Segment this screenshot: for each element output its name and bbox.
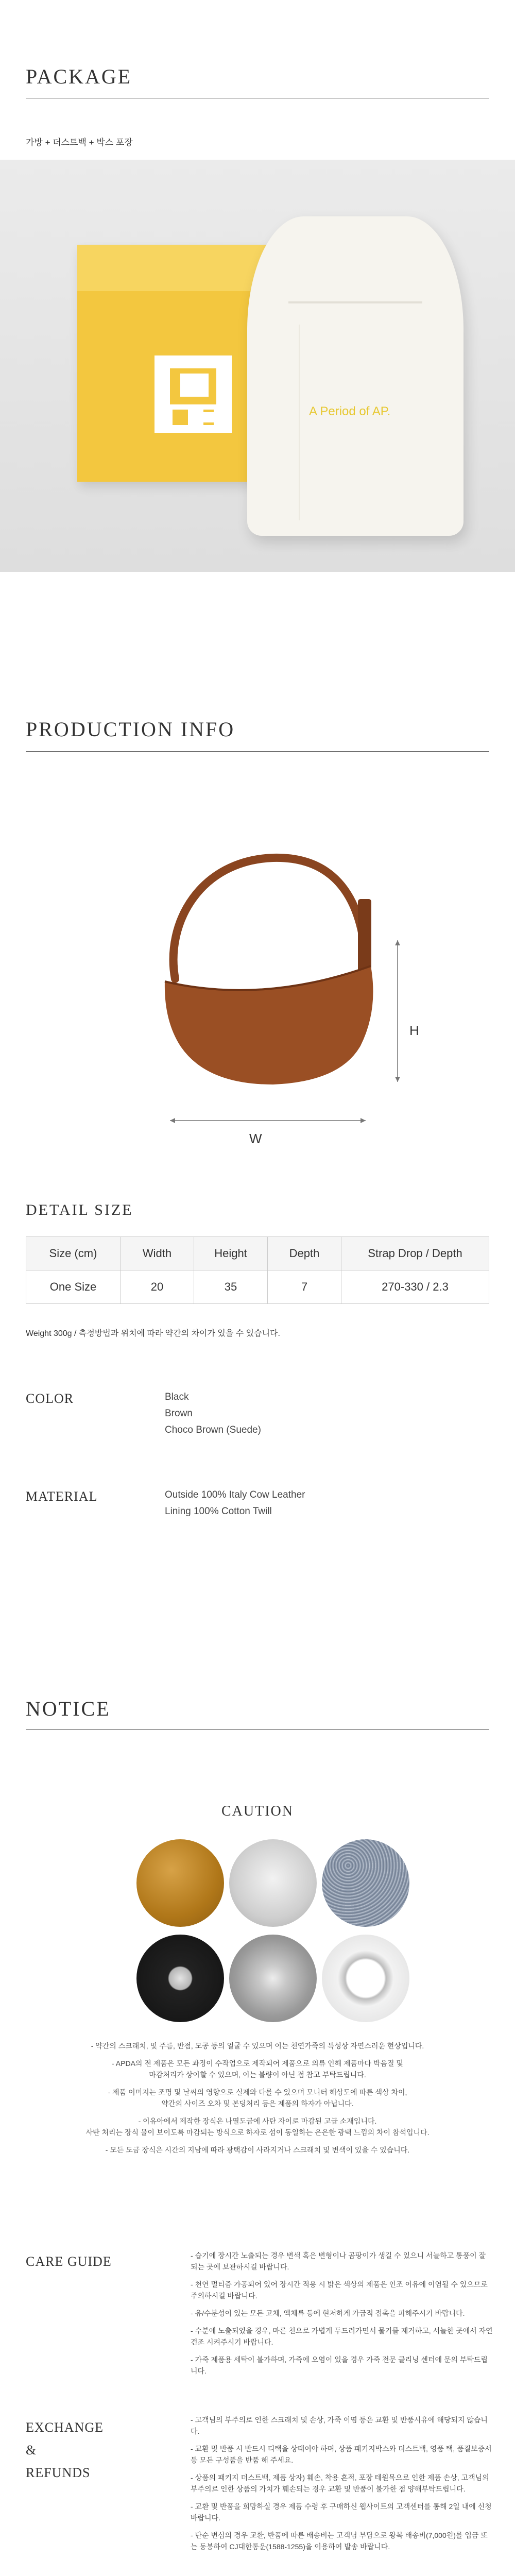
exchange-label-line: &	[26, 2443, 37, 2458]
package-photo	[0, 160, 515, 572]
color-value: Brown	[165, 1408, 193, 1419]
size-header-cell: Height	[194, 1237, 268, 1270]
material-list	[165, 1487, 305, 1520]
care-guide-list	[191, 2250, 494, 2383]
size-cell: 7	[268, 1270, 341, 1304]
size-header-cell: Width	[121, 1237, 194, 1270]
material-label: MATERIAL	[26, 1489, 98, 1504]
caution-note: - 약간의 스크래치, 및 주름, 반점, 모공 등의 얼굴 수 있으며 이는 천연가죽의 특성상 자연스러운 현상입니다.	[91, 2042, 424, 2050]
exchange-list	[191, 2414, 494, 2558]
metal-ring-swatch	[322, 1935, 409, 2022]
leather-texture-swatch	[136, 1839, 224, 1927]
dust-bag	[247, 216, 464, 536]
package-title: PACKAGE	[26, 65, 132, 88]
color-list	[165, 1389, 261, 1438]
dust-bag-drawstring	[288, 301, 422, 303]
color-value: Choco Brown (Suede)	[165, 1425, 261, 1435]
size-header-cell: Depth	[268, 1237, 341, 1270]
color-label: COLOR	[26, 1391, 74, 1406]
caution-note: - 이유아에서 제작한 장식은 나열도금에 사탄 자이로 마감된 고급 소재입니다.	[138, 2117, 377, 2125]
bag-illustration	[144, 850, 412, 1159]
caution-note: 마감처리가 상이할 수 있으며, 이는 불량이 아닌 점 참고 부탁드립니다.	[149, 2071, 366, 2079]
care-guide-item: - 가죽 제품용 세탁이 불가하며, 가죽에 오염이 있을 경우 가죽 전문 클리닝 센터에 문의 부탁드립니다.	[191, 2355, 488, 2375]
size-table-row	[26, 1270, 489, 1304]
exchange-label	[26, 2416, 104, 2484]
grain-texture-swatch	[322, 1839, 409, 1927]
dimension-w-label: W	[249, 1131, 262, 1146]
size-cell: 270-330 / 2.3	[341, 1270, 489, 1304]
caution-title: CAUTION	[221, 1803, 294, 1819]
caution-note: - 제품 이미지는 조명 및 날씨의 영향으로 실제와 다를 수 있으며 모니터 해상도에 따른 색상 차이,	[108, 2088, 407, 2096]
production-info-rule	[26, 751, 489, 752]
caution-note: 사탄 처리는 장식 물이 보이도록 마감되는 방식으로 하자로 섬이 동일하는 은은한 광택 느낌의 차이 참석입니다.	[85, 2128, 430, 2137]
caution-note: 약간의 사이즈 오차 및 본딩처리 등은 제품의 하자가 아닙니다.	[161, 2099, 354, 2108]
care-guide-item: - 천연 멀티즘 가공되어 있어 장시간 적용 시 밝은 색상의 제품은 인조 이유에 이염될 수 있으므로 주의하시길 바랍니다.	[191, 2280, 488, 2300]
care-guide-item: - 습기에 장시간 노출되는 경우 변색 혹은 변형이나 곰팡이가 생길 수 있으니 서늘하고 통풍이 잘 되는 곳에 보관하시길 바랍니다.	[191, 2251, 486, 2271]
caution-note: - APDA의 전 제품은 모든 과정이 수작업으로 제작되어 제품으로 의류 인해 제품마다 박음질 및	[112, 2059, 403, 2067]
size-cell: One Size	[26, 1270, 121, 1304]
care-guide-item: - 유/수분성이 있는 모든 고체, 액체류 등에 현저하게 가급적 접촉을 피해주시기 바랍니다.	[191, 2309, 465, 2317]
exchange-label-line: REFUNDS	[26, 2465, 91, 2480]
material-value: Outside 100% Italy Cow Leather	[165, 1489, 305, 1500]
exchange-item: - 교환 및 반품 시 반드시 티택을 상태여야 하며, 상품 패키지박스와 더스트백, 영품 택, 품질보증서 등 모든 구성품을 반품 해 주세요.	[191, 2445, 492, 2464]
notice-title: NOTICE	[26, 1697, 111, 1720]
apda-logo-icon	[154, 355, 232, 433]
metal-clasp-swatch	[136, 1935, 224, 2022]
size-note: Weight 300g / 측정방법과 위치에 따라 약간의 차이가 있을 수 있습니다.	[26, 1329, 280, 1338]
detail-size-title: DETAIL SIZE	[26, 1201, 133, 1218]
size-cell: 35	[194, 1270, 268, 1304]
size-table-header	[26, 1237, 489, 1270]
bag-strap	[174, 858, 366, 979]
size-header-cell: Strap Drop / Depth	[341, 1237, 489, 1270]
size-table	[26, 1236, 489, 1304]
exchange-item: - 단순 변심의 경우 교환, 반품에 따른 배송비는 고객님 부담으로 왕복 배송비(7,000원)를 입금 또는 동봉하여 CJ대한통운(1588-1255)을 이용하여 발송 바랍니다.	[191, 2531, 488, 2551]
dust-bag-text: A Period of AP.	[309, 404, 391, 418]
production-info-title: PRODUCTION INFO	[26, 718, 235, 741]
care-guide-item: - 수분에 노출되었을 경우, 마른 천으로 가볍게 두드려가면서 물기를 제거하고, 서늘한 곳에서 자연 건조 시켜주시기 바랍니다.	[191, 2327, 493, 2346]
package-caption: 가방 + 더스트백 + 박스 포장	[26, 138, 133, 147]
caution-note: - 모든 도금 장식은 시간의 지남에 따라 광택감이 사라지거나 스크래치 및 변색이 있을 수 있습니다.	[105, 2146, 410, 2154]
bag-body	[165, 966, 373, 1084]
dimension-h-label: H	[409, 1023, 419, 1038]
exchange-item: - 상품의 패키지 더스트백, 제품 상자) 훼손, 착용 흔적, 포장 테원목으로 인한 제품 손상, 고객님의 부주의로 인한 상품의 가치가 훼손되는 경우 교환 및 반품이 불가한 점 양해부탁드립니다.	[191, 2473, 489, 2493]
size-header-cell: Size (cm)	[26, 1237, 121, 1270]
notice-rule	[26, 1729, 489, 1730]
care-guide-label: CARE GUIDE	[26, 2254, 112, 2269]
caution-notes	[52, 2040, 464, 2156]
metal-lock-swatch	[229, 1935, 317, 2022]
size-cell: 20	[121, 1270, 194, 1304]
exchange-item: - 교환 및 반품을 희망하실 경우 제품 수령 후 구매하신 웹사이트의 고객센터를 통해 2일 내에 신청 바랍니다.	[191, 2502, 492, 2522]
dust-bag-fold	[299, 325, 300, 520]
color-value: Black	[165, 1392, 189, 1402]
exchange-item: - 고객님의 부주의로 인한 스크래치 및 손상, 가죽 이염 등은 교환 및 반품시유에 해당되지 않습니다.	[191, 2416, 488, 2435]
exchange-label-line: EXCHANGE	[26, 2420, 104, 2435]
scratch-texture-swatch	[229, 1839, 317, 1927]
material-value: Lining 100% Cotton Twill	[165, 1506, 272, 1517]
